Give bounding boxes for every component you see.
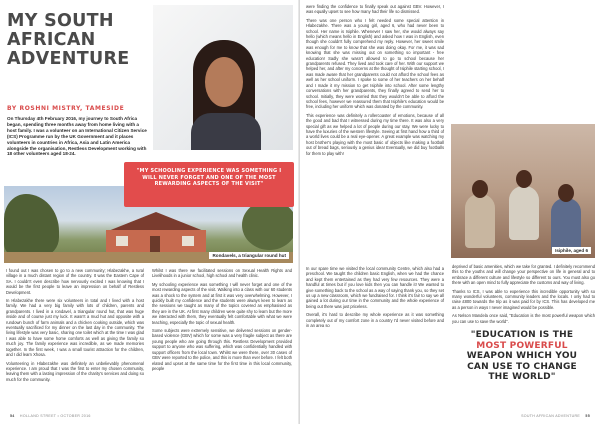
photo-roof	[96, 212, 216, 232]
footer-text: HOLLAND STREET • OCTOBER 2016	[19, 414, 91, 418]
author-photo	[153, 5, 293, 150]
text-column	[452, 264, 595, 327]
photo-shirt	[191, 113, 261, 150]
paragraph: In Hlabezakhe there were six volunteers in total and I lived with a host family. We had a very big family with lots of children, parents and grandparents. I lived in a rondavel, a triangular round hut, that was huge inside and of course just my luck. It wasn't a mud hut and opposite with a rundown bunch of farm animals and a chicken cooking outside, which was eventually sacrificed for my dinner on the last day in the community. The living lifestyle was very basic, sharing one toilet which at the time I was glad I was able to have some home comforts as well as giving the family so much joy. The family experience was incredible, as we made memories together. In the first week, I was a small tourist attraction for the children, and I did learn Xhosa.	[6, 298, 144, 358]
paragraph: I found out I was chosen to go to a new community; Hlabezakhe, a rural village in a much distant region of the country. It was the Eastern Cape of SA. I couldn't even describe how nervously excited I was knowing that I would be the first people to leave an impression on behalf of Restless Development.	[6, 268, 144, 295]
pull-quote	[452, 330, 592, 383]
text-column	[152, 268, 292, 374]
page-number: 55	[585, 414, 590, 418]
pull-quote-line: MOST POWERFUL	[476, 340, 568, 351]
footer-text: SOUTH AFRICAN ADVENTURE	[521, 414, 581, 418]
paragraph: Volunteering in Hlabezakhe was definitely an unbelievably phenomenal experience. I am proud that I was the first to enter my chosen community, leaving them with a lasting impression of the charity's services and doing so much for the community.	[6, 360, 144, 382]
paragraph: In our spare time we visited the local community Centre, which also had a preschool. We taught the children basic English, when we had the chance and kept them entertained as they had very few resources. They were a handful at times but if you love kids then you can handle it! We wanted to give something back to the school as a way of saying thank you, so they set us up a new classroom, which we fundraised for. I think it's fair to say we all gained a lot during our time in the community and the whole experience of being out there was just priceless.	[306, 266, 444, 309]
paragraph: Some subjects were extremely sensitive, we delivered sessions on gender-based violence (GBV) which for some was a very fragile subject as there are young people who are going through this. Restless Development provided support to anyone who was suffering, which was confidentially handled with support officers from the local town. Whilst we were there, over 30 cases of GBV were reported to the police, and this is more than ever before. I felt both elated and upset at the same time for the first time in this local community, people	[152, 328, 292, 371]
photo-child-head	[558, 184, 574, 202]
byline: BY ROSHNI MISTRY, TAMESIDE	[7, 105, 125, 112]
photo-child	[551, 198, 581, 252]
page-number: 54	[10, 414, 15, 418]
pull-quote-line: WEAPON WHICH YOU	[466, 351, 578, 361]
article-title	[7, 12, 147, 69]
pull-quote-line: "EDUCATION IS THE	[470, 330, 574, 340]
photo-child	[509, 186, 539, 240]
photo-window	[116, 236, 128, 246]
paragraph: My schooling experience was something I will never forget and one of the most rewarding aspects of the visit. Walking into a class with our 60 students was a shock to the system and at first it was very overwhelming. However, I quickly built my confidence and the students were always keen to learn as the sessions we taught as many of the topics covered as emphasised as they are in the UK. At first many children were quite shy to learn but the more we interacted with them, they eventually felt comfortable with what we were teaching, especially the topic of sexual health.	[152, 281, 292, 325]
title-line: AFRICAN	[7, 30, 96, 50]
page-footer	[304, 414, 594, 422]
photo-caption: Rondavels, a triangular round hut	[209, 252, 289, 259]
paragraph: Whilst I was there we facilitated sessions on Sexual Health Rights and Livelihoods in a junior school, high school and health clinic.	[152, 268, 292, 279]
quote-box	[124, 162, 294, 207]
text-column	[306, 4, 444, 159]
photo-tree	[4, 194, 59, 256]
intro-paragraph: On Thursday 4th February 2016, my journey to South Africa began, spending three months away from home living with a host family. I was a volunteer on an International Citizen Service (ICS) Programme run by the UK Government and it places volunteers in countries in Africa, Asia and Latin America alongside the organisation, Restless Development working with 18 other volunteers aged 18-24.	[7, 116, 147, 157]
paragraph: were finding the confidence to finally speak out against GBV. However, I was equally upset to see how many had their life so dismissed.	[306, 4, 444, 15]
pull-quote-line: THE WORLD"	[488, 372, 556, 382]
paragraph: Thanks to ICS, I was able to experience this incredible opportunity with so many wonderful volunteers, community leaders and the locals. I only had to raise £800 towards the trip as it was paid for by ICS. This has developed me as a person in ways I never imagined would be possible.	[452, 288, 595, 310]
photo-child-head	[472, 180, 488, 198]
photo-child-head	[516, 170, 532, 188]
child-photo	[451, 124, 595, 258]
title-line: MY SOUTH	[7, 11, 114, 31]
paragraph: This experience was definitely a rollercoaster of emotions, because of all the good and bad that I witnessed during my time there. It was also a very special gift as we helped a lot of people during our stay. We were lucky to have the luxuries of the western lifestyle. Seeing at first hand how a third of a world lives could be a real eye-opener. A great example was watching my host brother's playing with the most basic of objects like making a football out of bread bags, seriously a genius idea! Eventually, we did buy footballs for them to play with!	[306, 112, 444, 156]
text-column	[6, 268, 144, 385]
paragraph: deprived of basic amenities, which we take for granted. I definitely recommend this to the youths and will change your perspective on life in general and to embrace a different culture and lifestyle so different to ours. You must also go there with an open mind to fully appreciate the customs and way of living.	[452, 264, 595, 286]
pull-quote-line: CAN USE TO CHANGE	[467, 361, 577, 372]
paragraph: As Nelson Mandela once said, "Education is the most powerful weapon which you can use to save the world".	[452, 313, 595, 324]
paragraph: Overall, it's hard to describe my whole experience as it was something completely out of my comfort zone in a country I'd never visited before and in an area so	[306, 312, 444, 329]
photo-child	[465, 194, 495, 248]
photo-face	[205, 57, 243, 107]
column-spacer	[452, 4, 595, 120]
photo-caption: Isiphile, aged 6	[552, 247, 591, 254]
photo-window	[182, 236, 194, 246]
paragraph: There was one person who I felt needed some special attention in Hlabezakhe. There was a young girl, aged 6, who had never been to school. Her name is Isiphile. Whenever I saw her, she would always say hello (which means hello in English) and asked how I was in English, even though she couldn't fully comprehend my reply. However, her sweet smile was enough for me to know that she was doing okay. For me, it was sad knowing that she was missing out on something so important - free education! Sadly she wasn't allowed to go to school because her grandparents refused. They lived and took care of her. With our support we helped her, and after my concerns at the thought of Isiphile starting school, I was made aware that her grandparents could not afford the school fees as well as her school uniform. I spoke to some of her teachers on her behalf and I made it my mission to get Isiphile into school. After some lengthy conversations with her grandparents, they finally agreed to send her to school. Initially, they were worried that they wouldn't be able to afford the school fees, however we reassured them that Isiphile's education would be free, including her uniform which was donated by the community.	[306, 17, 444, 110]
quote-text: "MY SCHOOLING EXPERIENCE WAS SOMETHING I WILL NEVER FORGET AND ONE OF THE MOST REWARDING ASPECTS OF THE VISIT"	[136, 168, 282, 187]
text-column-upper	[452, 4, 595, 120]
page-footer	[6, 414, 296, 422]
photo-tree	[242, 200, 293, 250]
text-column	[306, 266, 444, 331]
title-line: ADVENTURE	[7, 49, 130, 69]
